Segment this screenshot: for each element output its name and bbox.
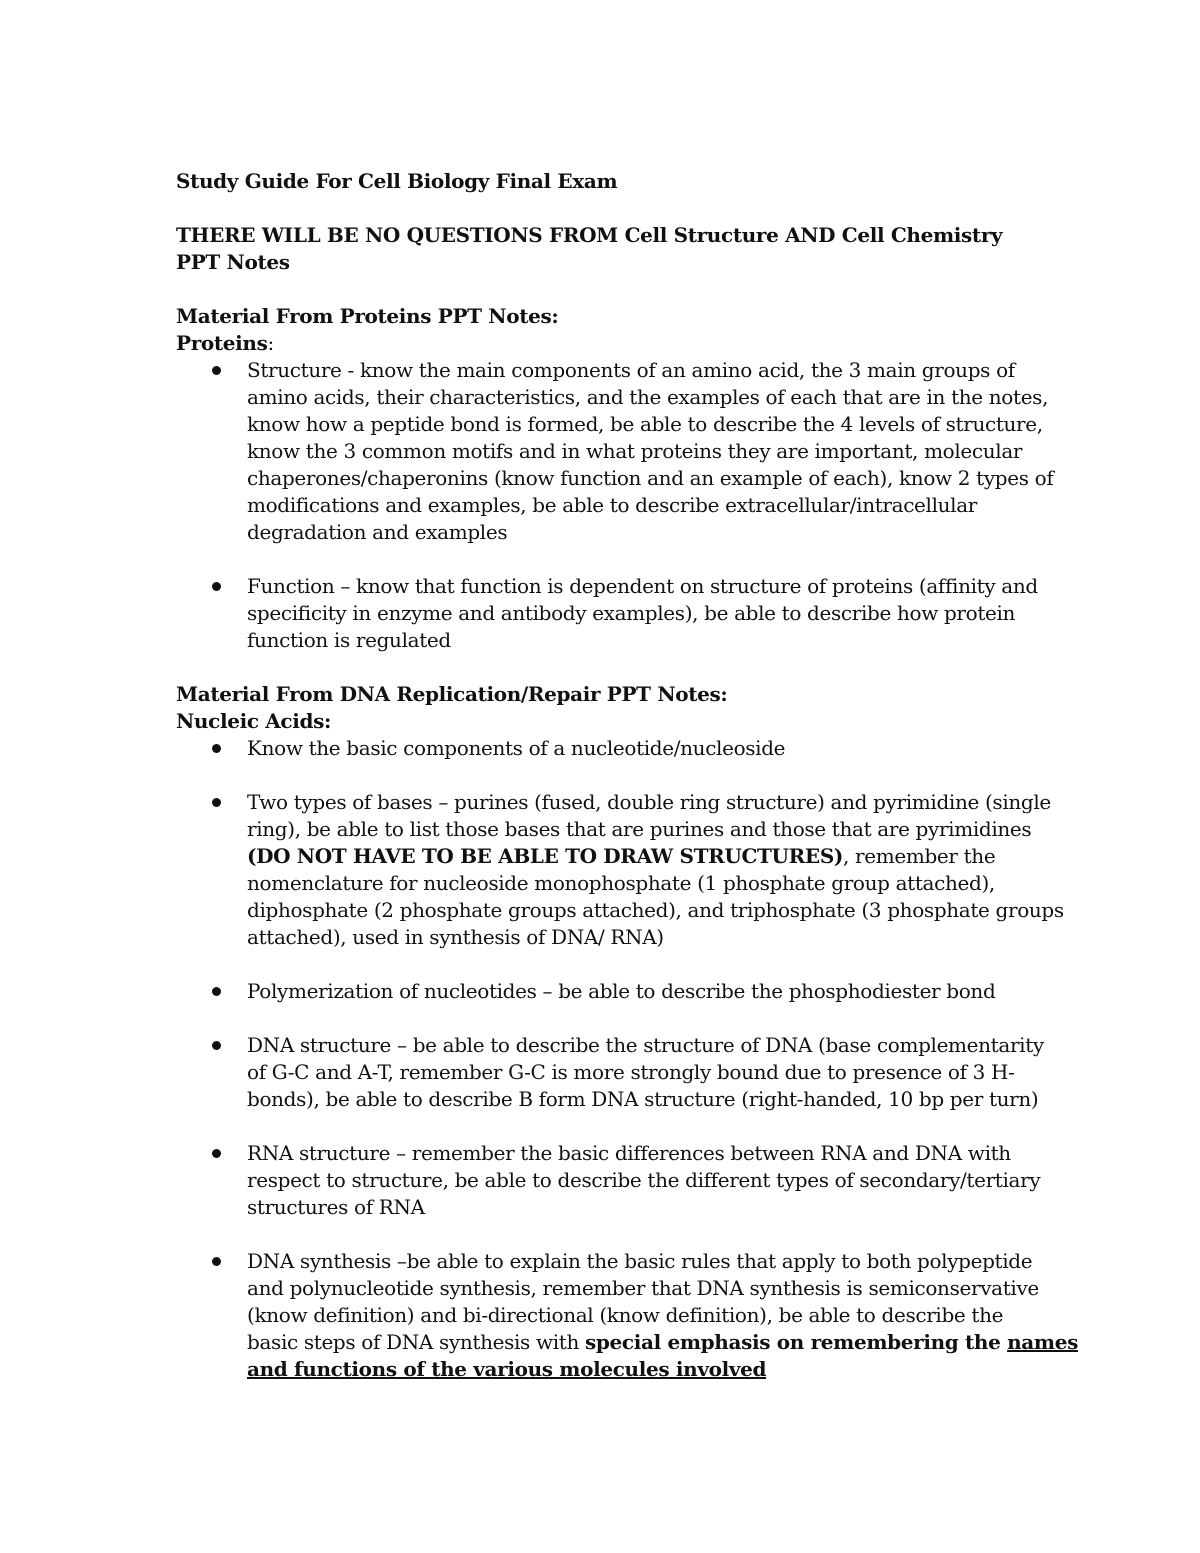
list-item-line: of G-C and A-T, remember G-C is more strongly bound due to presence of 3 H- xyxy=(247,1060,1015,1084)
list-item-text: , remember the xyxy=(843,844,996,868)
list-item-dna-synthesis xyxy=(176,1248,1078,1383)
section-heading-proteins: Material From Proteins PPT Notes: xyxy=(176,304,559,328)
spacer xyxy=(176,1221,1056,1248)
spacer xyxy=(176,654,1056,681)
list-item-line: diphosphate (2 phosphate groups attached), and triphosphate (3 phosphate groups xyxy=(247,898,1064,922)
list-item-line xyxy=(247,1356,1056,1383)
spacer xyxy=(176,195,1056,222)
list-item-line: nomenclature for nucleoside monophosphate (1 phosphate group attached), xyxy=(247,871,995,895)
list-item-line: DNA structure – be able to describe the structure of DNA (base complementarity xyxy=(247,1033,1044,1057)
spacer xyxy=(176,762,1056,789)
emphasis-text: special emphasis on remembering the xyxy=(585,1330,1008,1354)
proteins-list xyxy=(176,357,1056,654)
bullet-icon xyxy=(212,366,221,375)
list-item-nucleotide xyxy=(176,735,1056,762)
spacer xyxy=(176,546,1056,573)
list-item-line: know the 3 common motifs and in what proteins they are important, molecular xyxy=(247,439,1023,463)
list-item-rna-structure xyxy=(176,1140,1056,1221)
list-item-line: Structure - know the main components of an amino acid, the 3 main groups of xyxy=(247,358,1015,382)
list-item-line: know how a peptide bond is formed, be able to describe the 4 levels of structure, xyxy=(247,412,1043,436)
list-item-dna-structure xyxy=(176,1032,1056,1113)
document-title: Study Guide For Cell Biology Final Exam xyxy=(176,169,618,193)
section-heading-dna: Material From DNA Replication/Repair PPT Notes: xyxy=(176,682,728,706)
list-item-line: chaperones/chaperonins (know function and an example of each), know 2 types of xyxy=(247,466,1054,490)
list-item-line: attached), used in synthesis of DNA/ RNA) xyxy=(247,925,664,949)
spacer xyxy=(176,951,1056,978)
list-item-bases xyxy=(176,789,1064,951)
list-item-line: Know the basic components of a nucleotide/nucleoside xyxy=(247,736,786,760)
list-item-line: Polymerization of nucleotides – be able to describe the phosphodiester bond xyxy=(247,979,996,1003)
bullet-icon xyxy=(212,744,221,753)
list-item-line: function is regulated xyxy=(247,628,451,652)
nucleic-acids-list xyxy=(176,735,1078,1383)
list-item-line: structures of RNA xyxy=(247,1195,425,1219)
list-item-text: basic steps of DNA synthesis with xyxy=(247,1330,586,1354)
list-item-line xyxy=(247,843,1056,870)
bullet-icon xyxy=(212,1149,221,1158)
spacer xyxy=(176,276,1056,303)
list-item-structure xyxy=(176,357,1056,546)
spacer xyxy=(176,1113,1056,1140)
list-item-function xyxy=(176,573,1056,654)
list-item-line: and polynucleotide synthesis, remember that DNA synthesis is semiconservative xyxy=(247,1276,1039,1300)
list-item-polymerization xyxy=(176,978,1056,1005)
document-body xyxy=(176,168,1078,1383)
notice-line-2: PPT Notes xyxy=(176,250,290,274)
list-item-line: amino acids, their characteristics, and the examples of each that are in the notes, xyxy=(247,385,1049,409)
subheading-proteins xyxy=(176,330,1056,357)
bullet-icon xyxy=(212,582,221,591)
underlined-emphasis-text: names xyxy=(1007,1330,1078,1354)
subheading-nucleic-acids: Nucleic Acids: xyxy=(176,709,332,733)
list-item-line: ring), be able to list those bases that are purines and those that are pyrimidines xyxy=(247,817,1032,841)
subheading-proteins-label: Proteins xyxy=(176,331,268,355)
bullet-icon xyxy=(212,1257,221,1266)
spacer xyxy=(176,1005,1056,1032)
list-item-line: RNA structure – remember the basic differences between RNA and DNA with xyxy=(247,1141,1011,1165)
notice-line-1: THERE WILL BE NO QUESTIONS FROM Cell Structure AND Cell Chemistry xyxy=(176,223,1003,247)
list-item-line: degradation and examples xyxy=(247,520,508,544)
underlined-emphasis-text: and functions of the various molecules involved xyxy=(247,1357,767,1381)
bullet-icon xyxy=(212,1041,221,1050)
list-item-line: bonds), be able to describe B form DNA structure (right-handed, 10 bp per turn) xyxy=(247,1087,1039,1111)
subheading-proteins-colon: : xyxy=(267,331,274,355)
list-item-line: Two types of bases – purines (fused, double ring structure) and pyrimidine (single xyxy=(247,790,1051,814)
bullet-icon xyxy=(212,987,221,996)
emphasis-text: (DO NOT HAVE TO BE ABLE TO DRAW STRUCTURES) xyxy=(247,844,844,868)
list-item-line: modifications and examples, be able to describe extracellular/intracellular xyxy=(247,493,978,517)
list-item-line: (know definition) and bi-directional (know definition), be able to describe the xyxy=(247,1303,1004,1327)
list-item-line xyxy=(247,1329,1078,1356)
list-item-line: Function – know that function is dependent on structure of proteins (affinity and xyxy=(247,574,1038,598)
list-item-line: specificity in enzyme and antibody examples), be able to describe how protein xyxy=(247,601,1016,625)
list-item-line: respect to structure, be able to describe the different types of secondary/tertiary xyxy=(247,1168,1041,1192)
bullet-icon xyxy=(212,798,221,807)
list-item-line: DNA synthesis –be able to explain the basic rules that apply to both polypeptide xyxy=(247,1249,1033,1273)
